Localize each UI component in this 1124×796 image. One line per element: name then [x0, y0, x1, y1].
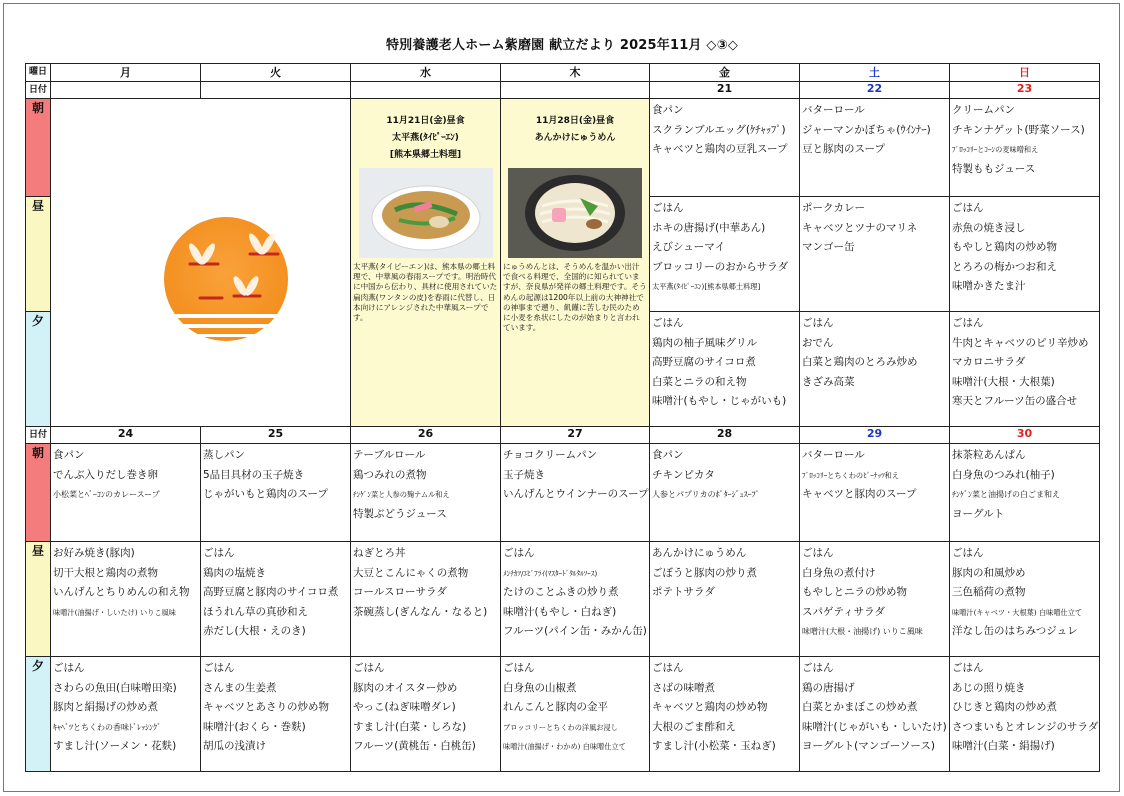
- menu-item: えびシューマイ: [652, 241, 726, 253]
- menu-item: 味噌汁(大根・油揚げ) いりこ風味: [802, 627, 923, 636]
- week1-date-mon: [51, 82, 201, 99]
- taipien-soup-image: [359, 168, 493, 258]
- week1-sun-breakfast: [950, 99, 1100, 197]
- menu-item: 白菜とニラの和え物: [652, 375, 747, 388]
- menu-item: テーブルロール: [353, 449, 426, 461]
- week2-breakfast-row: [26, 444, 1100, 542]
- feature-thu-description: にゅうめんとは、そうめんを温かい出汁で食べる料理で、全国的に知られていますが、奈良県が発祥の郷土料理です。そうめんの起源は1200年以上前の大神神社での神事まで遡り、飢饉に苦しむ民のために小麦を糸状にしたのが始まりと言われています。: [503, 262, 647, 333]
- week2-mon-dinner: [51, 657, 201, 772]
- date-label: 日付: [26, 82, 51, 99]
- menu-item: とろろの梅かつお和え: [952, 260, 1057, 273]
- menu-item: 寒天とフルーツ缶の盛合せ: [952, 395, 1078, 407]
- menu-item: 大豆とこんにゃくの煮物: [353, 566, 469, 579]
- menu-item: 切干大根と鶏肉の煮物: [53, 566, 158, 579]
- menu-item: きざみ高菜: [802, 375, 855, 388]
- menu-item: もやしとニラの炒め物: [802, 586, 907, 598]
- taipien-soup-photo: [359, 168, 493, 258]
- menu-item: ごはん: [952, 547, 984, 559]
- dinner-label: 夕: [26, 312, 51, 427]
- menu-item: 蒸しパン: [203, 449, 245, 461]
- menu-item: キャベツと鶏肉の豆乳スープ: [652, 143, 788, 155]
- menu-item: 白身魚のつみれ(柚子): [952, 468, 1055, 481]
- week2-mon-breakfast: [51, 444, 201, 542]
- menu-item: じゃがいもと鶏肉のスープ: [203, 488, 328, 500]
- menu-item: 味噌汁(大根・大根葉): [952, 375, 1055, 388]
- menu-item: 抹茶粒あんぱん: [952, 449, 1026, 461]
- breakfast-label: 朝: [26, 99, 51, 197]
- date-label: 日付: [26, 427, 51, 444]
- week2-mon-lunch: [51, 542, 201, 657]
- week1-sun-dinner: [950, 312, 1100, 427]
- menu-item: キャベツとあさりの炒め物: [203, 701, 329, 713]
- menu-item: たけのことふきの炒り煮: [503, 586, 619, 598]
- menu-item: ブロッコリーのおからサラダ: [652, 260, 789, 273]
- menu-item: すまし汁(ソーメン・花麩): [53, 740, 177, 752]
- week2-dinner-row: [26, 657, 1100, 772]
- menu-item: 赤だし(大根・えのき): [203, 625, 306, 637]
- feature-thu-heading: [501, 99, 649, 147]
- week2-thu-lunch: [501, 542, 650, 657]
- lunch-label: 昼: [26, 197, 51, 312]
- menu-item: ｷｬﾍﾞﾂとちくわの香味ﾄﾞﾚｯｼﾝｸﾞ: [53, 722, 161, 732]
- menu-item: ごはん: [652, 202, 684, 214]
- week2-tue-dinner: [201, 657, 351, 772]
- menu-item: 味噌汁(おくら・巻麩): [203, 720, 306, 733]
- menu-item: 鶏の唐揚げ: [802, 681, 855, 694]
- menu-item: 白身魚の山椒煮: [503, 681, 577, 694]
- menu-table: [25, 63, 1100, 772]
- week2-wed-dinner: [351, 657, 501, 772]
- menu-item: チキンナゲット(野菜ソース): [952, 123, 1085, 136]
- menu-item: キャベツとツナのマリネ: [802, 221, 918, 234]
- menu-item: もやしと鶏肉の炒め物: [952, 241, 1057, 253]
- menu-item: 味噌かきたま汁: [952, 280, 1026, 292]
- menu-item: ﾁﾝｹﾞﾝ菜と人参の麹ナムル和え: [353, 490, 450, 499]
- illustration-cell: [51, 99, 351, 427]
- menu-item: 大根のごま酢和え: [652, 720, 736, 733]
- menu-item: ごはん: [952, 317, 984, 329]
- weekday-label: 曜日: [26, 64, 51, 82]
- menu-item: ごはん: [952, 662, 984, 674]
- week1-date-sun: 23: [950, 82, 1100, 99]
- weekday-sun: 日: [950, 64, 1100, 82]
- menu-item: 人参とパプリカのﾎﾟﾀｰｼﾞｭｽｰﾌﾟ: [652, 490, 760, 499]
- menu-item: ヨーグルト: [952, 507, 1005, 520]
- lunch-label: 昼: [26, 542, 51, 657]
- menu-item: バターロール: [802, 104, 865, 116]
- nyumen-noodle-image: [508, 168, 642, 258]
- feature-thu-heading-dish: あんかけにゅうめん: [534, 133, 616, 143]
- menu-item: さばの味噌煮: [652, 681, 715, 694]
- menu-item: さわらの魚田(白味噌田楽): [53, 681, 177, 694]
- week2-sat-breakfast: [800, 444, 950, 542]
- menu-item: ごはん: [503, 662, 535, 674]
- week2-sat-lunch: [800, 542, 950, 657]
- menu-item: 味噌汁(じゃがいも・しいたけ): [802, 720, 947, 733]
- menu-item: 食パン: [53, 449, 85, 461]
- menu-item: 食パン: [652, 104, 684, 116]
- menu-item: 5品目具材の玉子焼き: [203, 468, 305, 481]
- week1-fri-breakfast: [650, 99, 800, 197]
- menu-item: 鶏肉の塩焼き: [203, 566, 266, 579]
- menu-item: フルーツ(パイン缶・みかん缶): [503, 625, 647, 637]
- menu-item: ポテトサラダ: [652, 586, 715, 598]
- weekday-tue: 火: [201, 64, 351, 82]
- menu-item: 特製ぶどうジュース: [353, 507, 447, 520]
- feature-wed: [351, 99, 501, 427]
- week1-sat-breakfast: [800, 99, 950, 197]
- menu-item: やっこ(ねぎ味噌ダレ): [353, 701, 456, 713]
- menu-item: クリームパン: [952, 104, 1015, 116]
- week2-sun-dinner: [950, 657, 1100, 772]
- week1-date-thu: [501, 82, 650, 99]
- week2-date-thu: 27: [501, 427, 650, 444]
- menu-item: あんかけにゅうめん: [652, 547, 747, 559]
- menu-item: フルーツ(黄桃缶・白桃缶): [353, 740, 476, 752]
- menu-item: 味噌汁(キャベツ・大根葉) 白味噌仕立て: [952, 607, 1083, 617]
- menu-item: 味噌汁(もやし・じゃがいも): [652, 395, 787, 407]
- week2-fri-lunch: [650, 542, 800, 657]
- menu-item: バターロール: [802, 449, 865, 461]
- menu-item: 胡瓜の浅漬け: [203, 740, 266, 752]
- week2-date-sat: 29: [800, 427, 950, 444]
- menu-item: ごはん: [503, 547, 535, 559]
- menu-item: 鶏肉の柚子風味グリル: [652, 336, 757, 349]
- week2-date-wed: 26: [351, 427, 501, 444]
- week1-breakfast-row: [26, 99, 1100, 197]
- menu-item: ヨーグルト(マンゴーソース): [802, 740, 935, 752]
- menu-item: 三色稲荷の煮物: [952, 586, 1026, 598]
- menu-item: ごはん: [652, 317, 684, 329]
- menu-item: 赤魚の焼き浸し: [952, 221, 1026, 234]
- menu-item: ごはん: [952, 202, 984, 214]
- menu-item: ごはん: [802, 317, 834, 329]
- week2-date-row: [26, 427, 1100, 444]
- week1-date-row: [26, 82, 1100, 99]
- menu-item: ブロッコリーとちくわの洋風お浸し: [503, 722, 618, 732]
- menu-item: 豚肉の和風炒め: [952, 566, 1026, 579]
- menu-item: 高野豆腐のサイコロ煮: [652, 356, 756, 368]
- week2-date-fri: 28: [650, 427, 800, 444]
- menu-item: さつまいもとオレンジのサラダ: [952, 720, 1099, 733]
- weekday-header-row: [26, 64, 1100, 82]
- menu-item: キャベツと鶏肉の炒め物: [652, 701, 768, 713]
- week2-sat-dinner: [800, 657, 950, 772]
- menu-item: ごはん: [802, 662, 834, 674]
- dragonfly-sunset-icon: [156, 204, 296, 354]
- menu-item: お好み焼き(豚肉): [53, 547, 135, 559]
- menu-item: 牛肉とキャベツのピリ辛炒め: [952, 336, 1089, 349]
- menu-item: 小松菜とﾍﾞｰｺﾝのカレースープ: [53, 490, 160, 499]
- feature-wed-heading-note: [熊本県郷土料理]: [389, 150, 462, 160]
- feature-wed-heading-date: 11月21日(金)昼食: [386, 116, 465, 126]
- menu-item: ごはん: [652, 662, 684, 674]
- week2-thu-breakfast: [501, 444, 650, 542]
- menu-item: 豚肉のオイスター炒め: [353, 681, 458, 694]
- menu-item: ごはん: [53, 662, 85, 674]
- menu-item: 食パン: [652, 449, 684, 461]
- week1-fri-dinner: [650, 312, 800, 427]
- menu-item: でんぶ入りだし巻き卵: [53, 468, 158, 481]
- weekday-fri: 金: [650, 64, 800, 82]
- menu-item: 特製ももジュース: [952, 162, 1036, 175]
- menu-item: 豚肉と絹揚げの炒め煮: [53, 701, 158, 713]
- nyumen-noodle-photo: [508, 168, 642, 258]
- menu-item: おでん: [802, 336, 834, 349]
- menu-item: ﾒﾝﾁｶﾂ/ｴﾋﾞﾌﾗｲ(ﾏｽﾀｰﾄﾞﾀﾙﾀﾙｿｰｽ): [503, 568, 598, 578]
- menu-item: さんまの生姜煮: [203, 681, 277, 694]
- menu-item: ポークカレー: [802, 202, 865, 214]
- weekday-sat: 土: [800, 64, 950, 82]
- week1-sat-dinner: [800, 312, 950, 427]
- menu-item: あじの照り焼き: [952, 681, 1026, 694]
- menu-item: マカロニサラダ: [952, 356, 1026, 368]
- week2-tue-breakfast: [201, 444, 351, 542]
- menu-item: スパゲティサラダ: [802, 605, 886, 618]
- menu-item: ジャーマンかぼちゃ(ｳｲﾝﾅｰ): [802, 123, 931, 136]
- menu-item: ごぼうと豚肉の炒り煮: [652, 566, 757, 579]
- weekday-thu: 木: [501, 64, 650, 82]
- menu-item: コールスローサラダ: [353, 586, 447, 598]
- week2-date-tue: 25: [201, 427, 351, 444]
- menu-item: 味噌汁(油揚げ・わかめ) 白味噌仕立て: [503, 742, 626, 751]
- menu-item: いんげんとちりめんの和え物: [53, 586, 190, 598]
- menu-item: 高野豆腐と豚肉のサイコロ煮: [203, 586, 339, 598]
- menu-item: 玉子焼き: [503, 468, 545, 481]
- menu-item: 白菜とかまぼこの炒め煮: [802, 701, 918, 713]
- week2-lunch-row: [26, 542, 1100, 657]
- week2-wed-breakfast: [351, 444, 501, 542]
- menu-item: 味噌汁(もやし・白ねぎ): [503, 605, 617, 618]
- menu-item: キャベツと豚肉のスープ: [802, 488, 917, 500]
- week1-date-wed: [351, 82, 501, 99]
- page-title: 特別養護老人ホーム紫磨園 献立だより 2025年11月 ◇③◇: [385, 38, 739, 53]
- week2-thu-dinner: [501, 657, 650, 772]
- feature-thu-heading-date: 11月28日(金)昼食: [535, 116, 615, 126]
- menu-item: 味噌汁(白菜・絹揚げ): [952, 740, 1055, 752]
- menu-item: ねぎとろ丼: [353, 547, 406, 559]
- menu-item: いんげんとウインナーのスープ: [503, 488, 649, 500]
- menu-item: チョコクリームパン: [503, 449, 598, 461]
- menu-item: 豆と豚肉のスープ: [802, 143, 885, 155]
- week2-sun-lunch: [950, 542, 1100, 657]
- week1-sat-lunch: [800, 197, 950, 312]
- menu-item: ごはん: [802, 547, 834, 559]
- menu-item: ひじきと鶏肉の炒め煮: [952, 701, 1057, 713]
- weekday-wed: 水: [351, 64, 501, 82]
- week1-sun-lunch: [950, 197, 1100, 312]
- week1-date-fri: 21: [650, 82, 800, 99]
- dinner-label: 夕: [26, 657, 51, 772]
- feature-wed-heading: [351, 99, 500, 164]
- week1-date-sat: 22: [800, 82, 950, 99]
- menu-item: すまし汁(小松菜・玉ねぎ): [652, 740, 776, 752]
- menu-item: チキンピカタ: [652, 468, 715, 481]
- breakfast-label: 朝: [26, 444, 51, 542]
- weekday-mon: 月: [51, 64, 201, 82]
- menu-item: ﾌﾞﾛｯｺﾘｰとちくわのﾋﾟｰﾅｯﾂ和え: [802, 470, 900, 480]
- menu-item: ほうれん草の真砂和え: [203, 605, 308, 618]
- week2-tue-lunch: [201, 542, 351, 657]
- feature-thu: [501, 99, 650, 427]
- week2-fri-breakfast: [650, 444, 800, 542]
- week2-wed-lunch: [351, 542, 501, 657]
- week2-sun-breakfast: [950, 444, 1100, 542]
- feature-wed-heading-dish: 太平燕(ﾀｲﾋﾟｰｴﾝ): [392, 133, 459, 143]
- week1-fri-lunch: [650, 197, 800, 312]
- menu-item: ごはん: [353, 662, 385, 674]
- menu-item: すまし汁(白菜・しろな): [353, 720, 467, 733]
- menu-item: ごはん: [203, 547, 235, 559]
- menu-item: ホキの唐揚げ(中華あん): [652, 221, 766, 234]
- menu-item: れんこんと豚肉の金平: [503, 701, 608, 713]
- menu-item: 茶碗蒸し(ぎんなん・なると): [353, 605, 488, 618]
- week2-fri-dinner: [650, 657, 800, 772]
- menu-item: マンゴー缶: [802, 241, 855, 253]
- menu-item: 洋なし缶のはちみつジュレ: [952, 625, 1078, 637]
- menu-item: 白身魚の煮付け: [802, 566, 876, 579]
- menu-item: 味噌汁(油揚げ・しいたけ) いりこ風味: [53, 607, 176, 617]
- feature-wed-description: 太平燕(タイピーエン)は、熊本県の郷土料理で、中華風の春雨スープです。明治時代に中国から伝わり、具材に使用されていた扁肉燕(ワンタンの皮)を春雨に代替し、日本向けにアレンジされた中華風スープです。: [353, 262, 498, 323]
- menu-item: ごはん: [203, 662, 235, 674]
- menu-item: 鶏つみれの煮物: [353, 468, 427, 481]
- menu-item: 白菜と鶏肉のとろみ炒め: [802, 356, 918, 368]
- menu-item: ﾌﾞﾛｯｺﾘｰとｺｰﾝの麦味噌和え: [952, 145, 1039, 154]
- menu-item: スクランブルエッグ(ｹﾁｬｯﾌﾟ): [652, 123, 786, 136]
- menu-item: ﾁﾝｹﾞﾝ菜と油揚げの白ごま和え: [952, 490, 1060, 499]
- week2-date-mon: 24: [51, 427, 201, 444]
- week2-date-sun: 30: [950, 427, 1100, 444]
- week1-date-tue: [201, 82, 351, 99]
- menu-item: 太平燕(ﾀｲﾋﾟｰｴﾝ)[熊本県郷土料理]: [652, 282, 761, 291]
